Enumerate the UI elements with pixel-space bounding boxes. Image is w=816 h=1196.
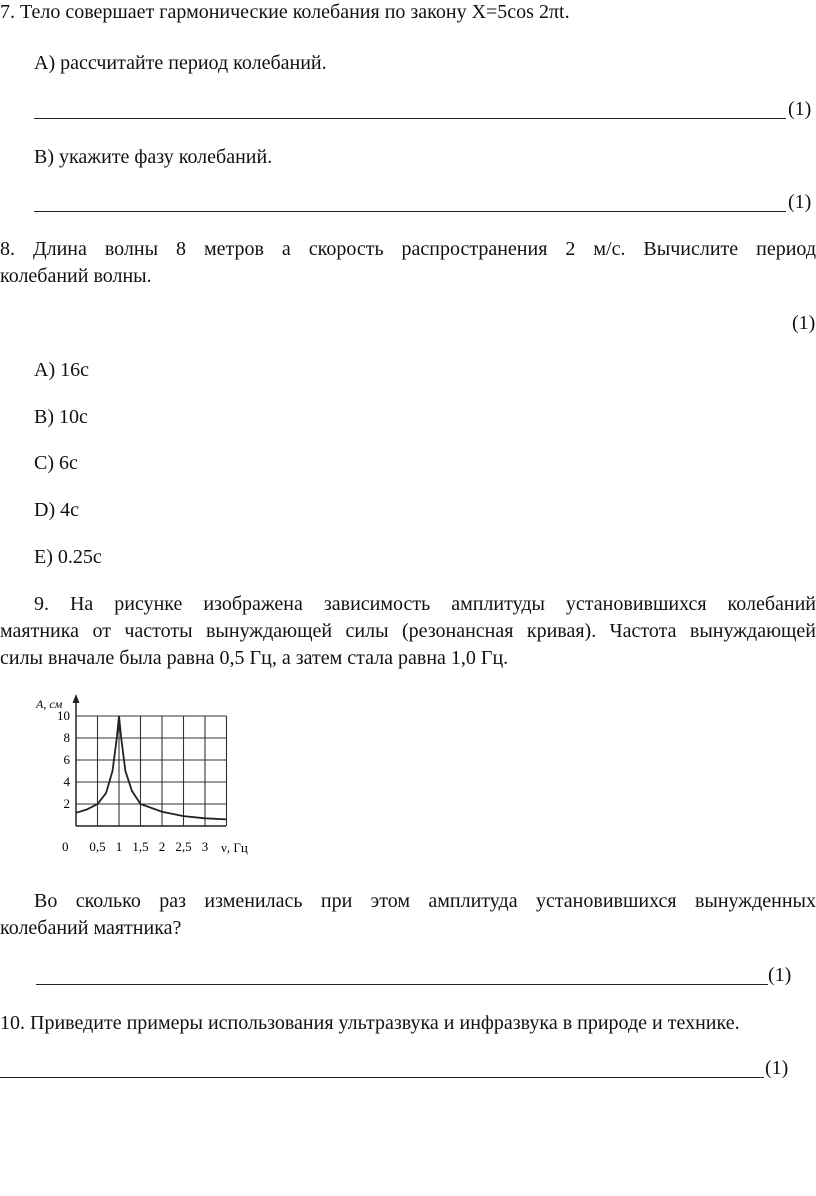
q8-option-c: C) 6с — [34, 452, 78, 474]
q8-mark: (1) — [792, 312, 816, 334]
x-tick-label: 1,5 — [132, 839, 149, 854]
y-tick-label: 2 — [63, 796, 70, 811]
chart-grid — [76, 716, 227, 826]
answer-line-q10 — [0, 1077, 764, 1078]
q8-option-d: D) 4с — [34, 499, 79, 521]
q7-stem: 7. Тело совершает гармонические колебания по закону X=5cos 2πt. — [0, 1, 570, 23]
y-tick-labels — [57, 708, 71, 811]
q9-question-line2: колебаний маятника? — [0, 917, 182, 939]
q10-mark: (1) — [765, 1057, 789, 1079]
q9-text-line3: силы вначале была равна 0,5 Гц, а затем стала равна 1,0 Гц. — [0, 647, 509, 669]
q8-option-a: A) 16с — [34, 359, 89, 381]
q9-mark: (1) — [768, 964, 792, 986]
q9-text-line1: 9. На рисунке изображена зависимость амплитуды установившихся колебаний — [34, 593, 816, 615]
x-tick-label: 3 — [201, 839, 209, 854]
x-tick-label: 0,5 — [89, 839, 106, 854]
q8-text-line1: 8. Длина волны 8 метров а скорость распространения 2 м/с. Вычислите период — [0, 238, 816, 260]
answer-line-q7b — [34, 211, 786, 212]
answer-line-q7a — [34, 118, 786, 119]
y-axis-label: A, см — [36, 697, 63, 711]
x-tick-labels — [62, 839, 208, 854]
q9-question-line1: Во сколько раз изменилась при этом амплитуда установившихся вынужденных — [34, 890, 816, 912]
q8-option-b: B) 10с — [34, 406, 88, 428]
y-tick-label: 6 — [63, 752, 70, 767]
y-tick-label: 10 — [57, 708, 70, 723]
q7-part-b: B) укажите фазу колебаний. — [34, 146, 273, 168]
q10-text: 10. Приведите примеры использования ультразвука и инфразвука в природе и технике. — [0, 1012, 740, 1034]
q8-option-e: E) 0.25с — [34, 546, 102, 568]
y-axis-arrow — [73, 694, 80, 703]
x-tick-label: 1 — [115, 839, 123, 854]
q7b-mark: (1) — [788, 191, 812, 213]
x-axis-label: ν, Гц — [221, 840, 248, 855]
resonance-chart — [30, 690, 270, 865]
y-tick-label: 8 — [63, 730, 70, 745]
x-tick-label: 2 — [158, 839, 166, 854]
x-tick-label: 0 — [62, 839, 69, 854]
q7-part-a: A) рассчитайте период колебаний. — [34, 52, 327, 74]
q8-text-line2: колебаний волны. — [0, 265, 152, 287]
q9-text-line2: маятника от частоты вынуждающей силы (резонансная кривая). Частота вынуждающей — [0, 620, 816, 642]
y-tick-label: 4 — [63, 774, 70, 789]
q7a-mark: (1) — [788, 98, 812, 120]
x-tick-label: 2,5 — [175, 839, 192, 854]
answer-line-q9 — [36, 984, 768, 985]
